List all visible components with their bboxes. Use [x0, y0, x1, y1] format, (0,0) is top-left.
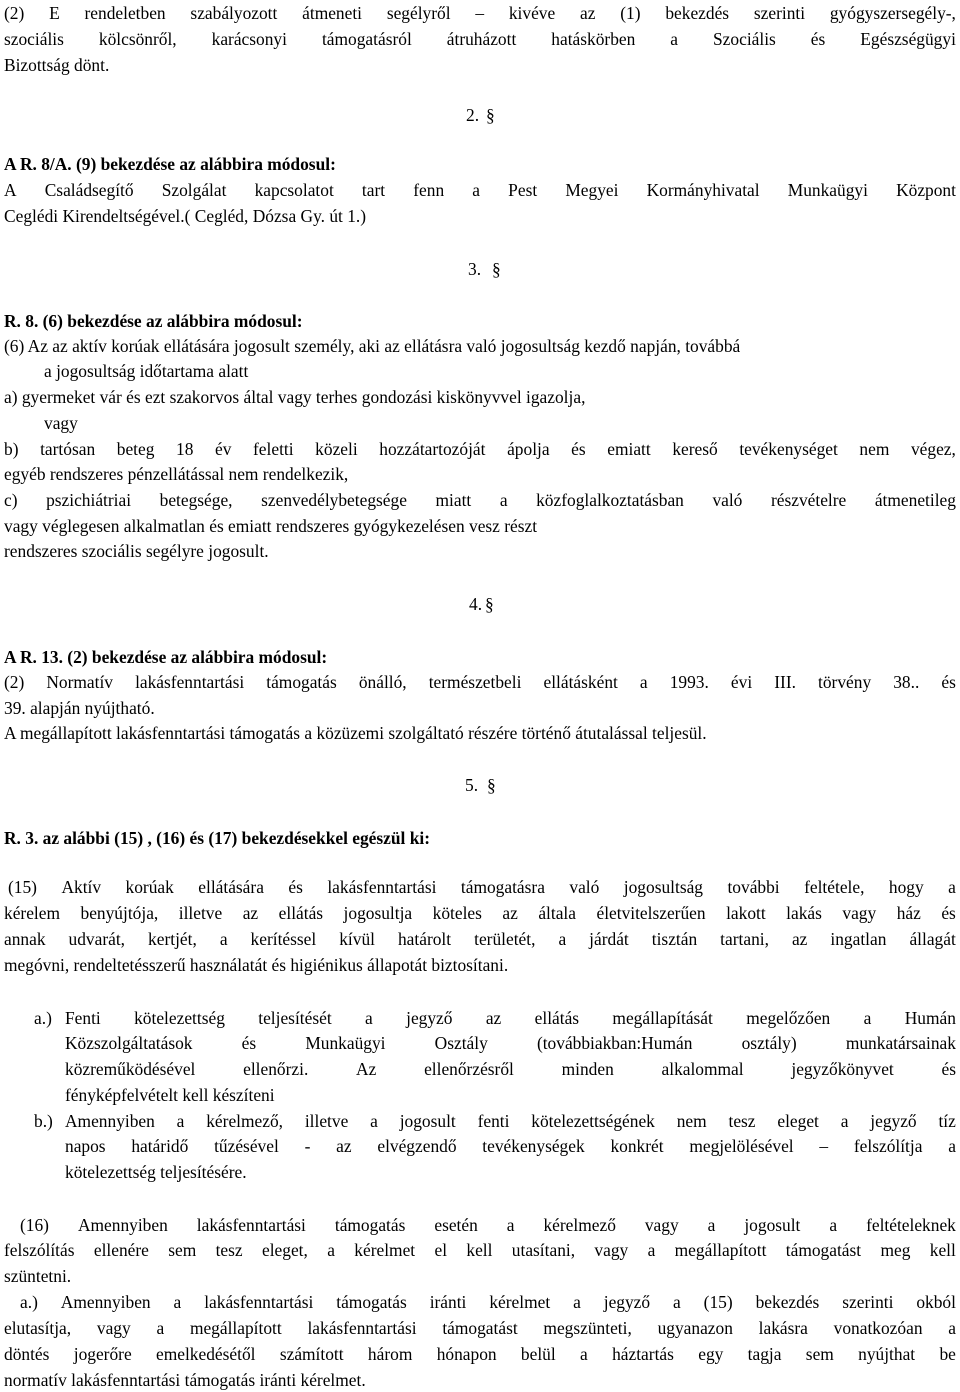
item-a-line2: [65, 1035, 956, 1052]
word: sem: [168, 1240, 197, 1260]
word: a: [506, 1215, 515, 1235]
word: tart: [361, 180, 386, 200]
word: és: [571, 439, 586, 459]
word: jogosultja: [343, 903, 413, 923]
word: emelkedésétől: [156, 1344, 256, 1364]
word: a: [176, 1111, 185, 1131]
word: részvételre: [770, 490, 847, 510]
word: vagy: [644, 1215, 679, 1235]
word: kérelmet: [489, 1292, 551, 1312]
word: támogatás: [266, 672, 337, 692]
word: sem: [805, 1344, 834, 1364]
section-sign-icon: §: [486, 105, 495, 125]
para-16-line3: szüntetni.: [4, 1266, 72, 1286]
word: lakásfenntartási: [307, 1318, 417, 1338]
word: tesz: [728, 1111, 756, 1131]
section-sign-icon: §: [492, 259, 501, 279]
word: Megyei: [565, 180, 619, 200]
section-4-heading: A R. 13. (2) bekezdése az alábbira módosul:: [4, 647, 328, 667]
word: tagja: [747, 1344, 782, 1364]
word: az: [485, 1008, 502, 1028]
word: beteg: [116, 439, 155, 459]
word: napos: [65, 1136, 106, 1156]
word: kötelezettségének: [531, 1111, 655, 1131]
word: támogatásról: [321, 29, 412, 49]
word: lakásfenntartási: [327, 877, 437, 897]
word: közreműködésével: [65, 1059, 196, 1079]
word: esetén: [434, 1215, 478, 1235]
word: 38..: [893, 672, 920, 692]
word: vagy: [594, 1240, 629, 1260]
word: lakásra: [758, 1318, 808, 1338]
word: vonatkozóan: [833, 1318, 923, 1338]
word: évi: [730, 672, 753, 692]
word: III.: [774, 672, 796, 692]
word: jegyző: [406, 1008, 453, 1028]
word: és: [941, 672, 956, 692]
word: Az: [356, 1059, 377, 1079]
word: kell: [929, 1240, 956, 1260]
item-a-line3: [65, 1061, 956, 1078]
word: 1993.: [669, 672, 709, 692]
word: a: [863, 1008, 872, 1028]
word: jegyző: [603, 1292, 651, 1312]
word: Normatív: [46, 672, 113, 692]
word: a: [829, 1215, 838, 1235]
word: köteles: [432, 903, 482, 923]
word: szerinti: [753, 3, 806, 23]
word: 18: [176, 439, 194, 459]
word: és: [941, 1059, 956, 1079]
word: (15): [703, 1292, 733, 1312]
item-b-line1: [65, 1113, 956, 1130]
word: határidő: [131, 1136, 189, 1156]
word: támogatás: [336, 1292, 407, 1312]
word: rendeletben: [84, 3, 166, 23]
word: a: [647, 1240, 656, 1260]
word: az: [242, 903, 259, 923]
word: és: [241, 1033, 257, 1053]
para-16a-line1: [20, 1294, 956, 1311]
word: tevékenységek: [482, 1136, 585, 1156]
word: általa: [538, 903, 576, 923]
section-3-line3: a) gyermeket vár és ezt szakorvos által vagy terhes gondozási kiskönyvvel igazolja,: [4, 387, 586, 407]
word: utasítani,: [511, 1240, 576, 1260]
word: kötelezettség: [134, 1008, 225, 1028]
word: miatt: [435, 490, 472, 510]
word: hatáskörben: [551, 29, 636, 49]
word: a: [840, 1111, 849, 1131]
word: okból: [916, 1292, 956, 1312]
word: támogatásra: [460, 877, 545, 897]
word: be: [939, 1344, 956, 1364]
word: kérelmező: [543, 1215, 616, 1235]
word: ellenőrzi.: [243, 1059, 309, 1079]
word: megállapítását: [612, 1008, 713, 1028]
section-2-line1: [4, 182, 956, 199]
word: Pest: [508, 180, 538, 200]
word: támogatást: [442, 1318, 518, 1338]
word: kívül: [339, 929, 375, 949]
word: önálló,: [358, 672, 407, 692]
section-4-line3: A megállapított lakásfenntartási támogatás a közüzemi szolgáltató részére történő átutalással teljesül.: [4, 723, 707, 743]
word: tisztán: [651, 929, 698, 949]
word: (16): [20, 1215, 49, 1235]
word: kereső: [672, 439, 718, 459]
word: lakásfenntartási: [204, 1292, 314, 1312]
word: Központ: [896, 180, 956, 200]
word: feltétele,: [804, 877, 865, 897]
word: Közszolgáltatások: [65, 1033, 193, 1053]
word: c): [4, 490, 18, 510]
word: kerítéssel: [250, 929, 317, 949]
word: jegyzőkönyvet: [791, 1059, 894, 1079]
word: ápolja: [507, 439, 550, 459]
word: alkalommal: [661, 1059, 744, 1079]
section-5-number: 5.: [465, 775, 479, 795]
word: ellátás: [278, 903, 324, 923]
item-a-line4: fényképfelvételt kell készíteni: [65, 1085, 275, 1105]
word: megszünteti,: [543, 1318, 632, 1338]
word: szenvedélybetegsége: [261, 490, 407, 510]
section-3-line2: a jogosultság időtartama alatt: [44, 361, 249, 381]
word: –: [475, 3, 485, 23]
item-b-line2: [65, 1138, 956, 1155]
word: ingatlan: [830, 929, 887, 949]
section-3-heading: R. 8. (6) bekezdése az alábbira módosul:: [4, 311, 303, 331]
word: vagy: [96, 1318, 131, 1338]
word: -: [304, 1136, 311, 1156]
word: kölcsönről,: [98, 29, 177, 49]
para-15-line3: [4, 931, 956, 948]
word: a.): [20, 1292, 38, 1312]
word: eleget: [777, 1111, 819, 1131]
word: a: [948, 1136, 956, 1156]
word: közeli: [315, 439, 358, 459]
word: a: [156, 1318, 165, 1338]
word: egy: [698, 1344, 724, 1364]
word: határolt: [397, 929, 452, 949]
word: felszólítja: [853, 1136, 923, 1156]
word: minden: [561, 1059, 614, 1079]
word: döntés: [4, 1344, 50, 1364]
word: fenti: [477, 1111, 510, 1131]
word: pszichiátriai: [46, 490, 132, 510]
section-3-number: 3.: [468, 259, 482, 279]
word: ugyanazon: [657, 1318, 733, 1338]
word: tartósan: [40, 439, 96, 459]
word: Humán: [904, 1008, 956, 1028]
word: közfoglalkoztatásban: [536, 490, 684, 510]
word: Amennyiben: [77, 1215, 168, 1235]
word: és: [288, 877, 303, 897]
word: meg: [880, 1240, 911, 1260]
para-15-line4: megóvni, rendeltetésszerű használatát és higiénikus állapotát biztosítani.: [4, 955, 509, 975]
word: való: [569, 877, 600, 897]
word: és: [941, 903, 956, 923]
word: természetbeli: [428, 672, 522, 692]
word: életvitelszerűen: [596, 903, 706, 923]
word: átmeneti: [302, 3, 363, 23]
word: hogy: [888, 877, 924, 897]
word: a: [219, 929, 228, 949]
item-b-line3: kötelezettség teljesítésére.: [65, 1162, 247, 1182]
word: kell: [466, 1240, 493, 1260]
para-16a-line4: normatív lakásfenntartási támogatás iránti kérelmet.: [4, 1370, 366, 1390]
word: emiatt: [607, 439, 651, 459]
word: az: [791, 929, 808, 949]
word: a: [580, 1344, 588, 1364]
word: a: [365, 1008, 373, 1028]
word: háztartás: [612, 1344, 674, 1364]
section-4-line1: [4, 674, 956, 691]
word: illetve: [178, 903, 223, 923]
para-e2-line2: [4, 31, 956, 48]
para-16a-line2: [4, 1320, 956, 1337]
word: fenn: [413, 180, 445, 200]
section-2-heading: A R. 8/A. (9) bekezdése az alábbira módosul:: [4, 154, 336, 174]
word: támogatás: [334, 1215, 406, 1235]
word: belül: [520, 1344, 556, 1364]
section-3-line1: (6) Az az aktív korúak ellátására jogosult személy, aki az ellátásra való jogosultság kezdő napján, továbbá: [4, 336, 741, 356]
word: Fenti: [65, 1008, 101, 1028]
word: Aktív: [61, 877, 102, 897]
word: E: [49, 3, 60, 23]
word: a: [573, 1292, 581, 1312]
word: támogatást: [785, 1240, 862, 1260]
word: betegsége,: [159, 490, 233, 510]
word: udvarát,: [68, 929, 126, 949]
word: nem: [859, 439, 890, 459]
word: jogosult: [399, 1111, 456, 1131]
section-2-line2: Ceglédi Kirendeltségével.( Cegléd, Dózsa Gy. út 1.): [4, 206, 367, 226]
word: ellátás: [534, 1008, 580, 1028]
word: a: [499, 490, 508, 510]
word: (1): [620, 3, 641, 23]
word: (2): [4, 3, 25, 23]
word: karácsonyi: [211, 29, 287, 49]
word: ellátásként: [543, 672, 618, 692]
para-e2-line1: [4, 5, 956, 22]
word: Családsegítő: [44, 180, 134, 200]
item-a-label: a.): [34, 1008, 52, 1028]
word: végez,: [910, 439, 956, 459]
word: illetve: [304, 1111, 349, 1131]
word: állagát: [909, 929, 956, 949]
section-2-number: 2.: [466, 105, 480, 125]
word: átmenetileg: [874, 490, 956, 510]
word: és: [810, 29, 826, 49]
word: a: [670, 29, 679, 49]
word: kérelem: [4, 903, 61, 923]
word: számított: [279, 1344, 344, 1364]
word: (2): [4, 672, 25, 692]
para-16a-line3: [4, 1346, 956, 1363]
word: megállapított: [189, 1318, 282, 1338]
word: szabályozott: [190, 3, 278, 23]
section-3-line5: [4, 441, 956, 458]
word: el: [434, 1240, 448, 1260]
word: törvény: [818, 672, 872, 692]
para-e2-line3: Bizottság dönt.: [4, 55, 110, 75]
section-5-heading: R. 3. az alábbi (15) , (16) és (17) bekezdésekkel egészül ki:: [4, 828, 431, 848]
word: megállapított: [674, 1240, 767, 1260]
word: Munkaügyi: [787, 180, 868, 200]
word: Szolgálat: [161, 180, 227, 200]
word: tevékenységet: [739, 439, 838, 459]
word: felszólítás: [4, 1240, 75, 1260]
word: Osztály: [434, 1033, 488, 1053]
word: a: [173, 1292, 182, 1312]
word: tíz: [938, 1111, 956, 1131]
word: lakott: [726, 903, 766, 923]
word: ellátására: [198, 877, 264, 897]
section-4-number: 4.: [469, 594, 483, 614]
word: Munkaügyi: [305, 1033, 386, 1053]
word: a: [948, 877, 956, 897]
word: (15): [8, 877, 37, 897]
word: iránti: [429, 1292, 467, 1312]
para-15-line1: [8, 879, 956, 896]
word: a: [558, 929, 567, 949]
word: három: [367, 1344, 413, 1364]
word: lakásfenntartási: [135, 672, 245, 692]
item-b-label: b.): [34, 1111, 53, 1131]
word: tesz: [215, 1240, 243, 1260]
word: ellenére: [93, 1240, 149, 1260]
section-3-line8: vagy véglegesen alkalmatlan és emiatt rendszeres gyógykezelésen vesz részt: [4, 516, 538, 536]
word: annak: [4, 929, 46, 949]
word: teljesítését: [258, 1008, 332, 1028]
section-3-line9: rendszeres szociális segélyre jogosult.: [4, 541, 269, 561]
word: ellenőrzésről: [424, 1059, 514, 1079]
word: eleget,: [261, 1240, 308, 1260]
word: lakás: [786, 903, 822, 923]
word: jogosult: [744, 1215, 801, 1235]
word: a: [639, 672, 648, 692]
word: b): [4, 439, 19, 459]
word: a: [370, 1111, 378, 1131]
word: nyújthat: [858, 1344, 916, 1364]
word: megjelölésével: [689, 1136, 794, 1156]
section-4-line2: 39. alapján nyújtható.: [4, 698, 155, 718]
word: jogerőre: [73, 1344, 132, 1364]
word: szerinti: [842, 1292, 894, 1312]
para-15-line2: [4, 905, 956, 922]
word: hozzátartozóját: [379, 439, 486, 459]
word: gyógyszersegély-,: [829, 3, 956, 23]
section-3-line7: [4, 492, 956, 509]
word: a: [707, 1215, 716, 1235]
word: elvégzendő: [377, 1136, 457, 1156]
word: benyújtója,: [80, 903, 159, 923]
word: tartani,: [720, 929, 769, 949]
word: lakásfenntartási: [196, 1215, 306, 1235]
word: kivéve: [508, 3, 556, 23]
para-16-line1: [20, 1217, 956, 1234]
word: további: [727, 877, 780, 897]
word: feletti: [253, 439, 294, 459]
word: kérelmező,: [206, 1111, 283, 1131]
word: a: [948, 1318, 956, 1338]
section-sign-icon: §: [487, 775, 496, 795]
section-3-line4: vagy: [44, 413, 78, 433]
word: –: [819, 1136, 829, 1156]
word: elutasítja,: [4, 1318, 72, 1338]
word: feltételeknek: [866, 1215, 956, 1235]
word: a: [673, 1292, 681, 1312]
word: Amennyiben: [65, 1111, 155, 1131]
word: (továbbiakban:Humán: [536, 1033, 693, 1053]
word: Szociális: [713, 29, 776, 49]
item-a-line1: [65, 1010, 956, 1027]
word: osztály): [741, 1033, 797, 1053]
word: hónapon: [436, 1344, 497, 1364]
word: A: [4, 180, 17, 200]
section-3-line6: egyéb rendszeres pénzellátással nem rendelkezik,: [4, 464, 349, 484]
word: az: [502, 903, 518, 923]
word: Kormányhivatal: [646, 180, 760, 200]
word: a: [327, 1240, 335, 1260]
word: Amennyiben: [60, 1292, 151, 1312]
word: vagy: [842, 903, 877, 923]
word: az: [580, 3, 596, 23]
word: Egészségügyi: [860, 29, 956, 49]
word: átruházott: [446, 29, 517, 49]
word: kapcsolatot: [254, 180, 334, 200]
word: tűzésével: [214, 1136, 279, 1156]
word: területét,: [474, 929, 536, 949]
word: jegyző: [870, 1111, 917, 1131]
word: bekezdés: [665, 3, 730, 23]
word: nem: [676, 1111, 707, 1131]
word: megelőzően: [746, 1008, 831, 1028]
word: az: [336, 1136, 352, 1156]
word: való: [712, 490, 743, 510]
para-16-line2: [4, 1242, 956, 1259]
word: segélyről: [386, 3, 451, 23]
word: a: [472, 180, 481, 200]
word: korúak: [125, 877, 174, 897]
section-sign-icon: §: [485, 594, 494, 614]
word: munkatársainak: [845, 1033, 956, 1053]
word: kérelmet: [354, 1240, 416, 1260]
word: szociális: [4, 29, 64, 49]
word: konkrét: [610, 1136, 664, 1156]
word: bekezdés: [755, 1292, 820, 1312]
word: jogosultság: [623, 877, 704, 897]
word: járdát: [589, 929, 629, 949]
word: ház: [896, 903, 921, 923]
word: év: [215, 439, 232, 459]
word: kertjét,: [148, 929, 197, 949]
